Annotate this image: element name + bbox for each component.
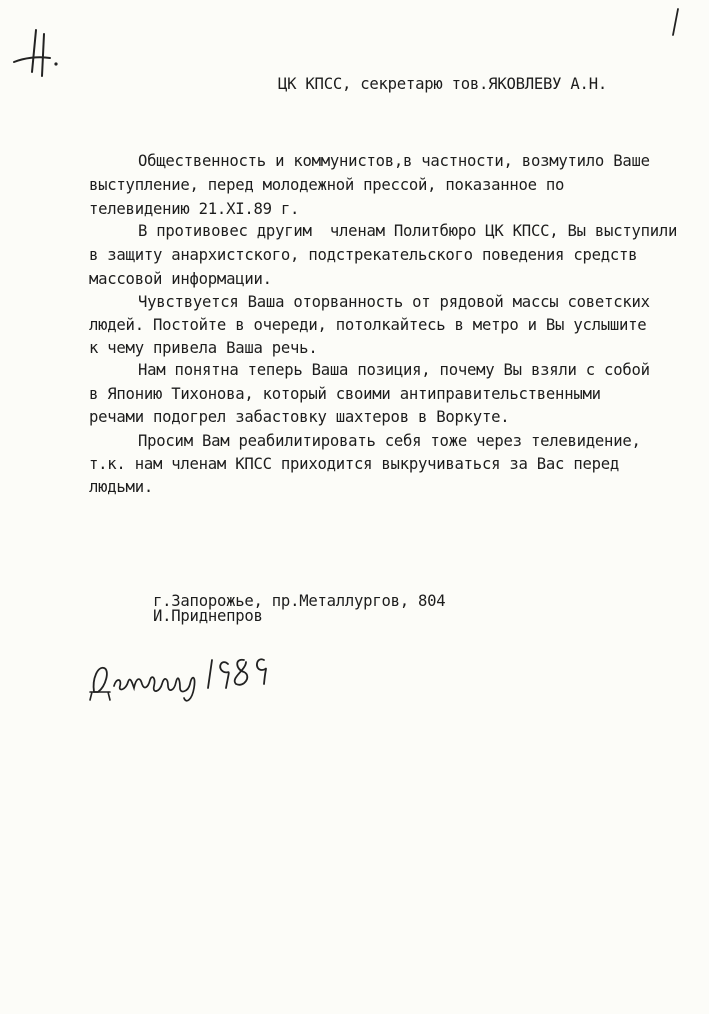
addressee-line: ЦК КПСС, секретарю тов.ЯКОВЛЕВУ А.Н.	[278, 75, 607, 93]
body-line: людьми.	[89, 478, 153, 496]
handwritten-page-number	[668, 8, 682, 42]
body-line: массовой информации.	[89, 270, 272, 288]
body-line: Нам понятна теперь Ваша позиция, почему Вы взяли с собой	[138, 361, 650, 379]
body-line: Чувствуется Ваша оторванность от рядовой массы советских	[138, 293, 650, 311]
body-line: людей. Постойте в очереди, потолкайтесь в метро и Вы услышите	[89, 316, 647, 334]
handwritten-number-1-mark	[668, 8, 682, 38]
body-line: телевидению 21.XI.89 г.	[89, 200, 300, 218]
handwritten-date	[88, 648, 273, 712]
body-line: Просим Вам реабилитировать себя тоже через телевидение,	[138, 432, 641, 450]
body-line: в Японию Тихонова, который своими антиправительственными	[89, 385, 601, 403]
body-line: выступление, перед молодежной прессой, показанное по	[89, 176, 565, 194]
body-line: к чему привела Ваша речь.	[89, 339, 318, 357]
body-line: в защиту анархистского, подстрекательского поведения средств	[89, 246, 638, 264]
body-line: В противовес другим членам Политбюро ЦК КПСС, Вы выступили	[138, 222, 678, 240]
handwritten-number-4-mark	[12, 28, 64, 80]
body-line: Общественность и коммунистов,в частности, возмутило Ваше	[138, 152, 650, 170]
handwritten-archive-number	[12, 28, 64, 84]
sender-name: И.Приднепров	[153, 607, 263, 625]
body-line: речами подогрел забастовку шахтеров в Воркуте.	[89, 408, 510, 426]
body-line: т.к. нам членам КПСС приходится выкручиваться за Вас перед	[89, 455, 620, 473]
handwritten-date-scribble	[88, 648, 273, 708]
sender-address: г.Запорожье, пр.Металлургов, 804	[153, 592, 446, 610]
